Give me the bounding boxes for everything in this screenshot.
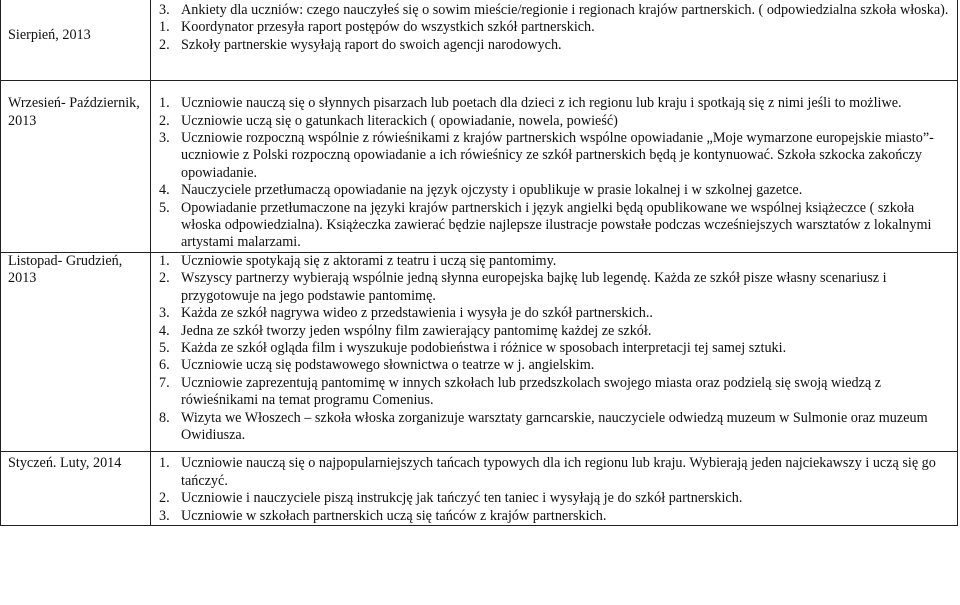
table-row	[1, 452, 958, 526]
list-item	[159, 37, 949, 54]
item-text: Uczniowie uczą się o gatunkach literackich ( opowiadanie, nowela, powieść)	[181, 112, 618, 129]
item-number: 5.	[159, 339, 170, 356]
item-number: 5.	[159, 199, 170, 216]
task-list	[159, 0, 949, 54]
tasks-cell	[151, 81, 958, 253]
list-item	[159, 305, 949, 322]
list-item	[159, 323, 949, 340]
item-number: 4.	[159, 322, 170, 339]
item-number: 6.	[159, 357, 170, 374]
item-text: Uczniowie rozpoczną wspólnie z rówieśnikami z krajów partnerskich wspólne opowiadanie „Moje wymarzone europejskie miasto”- uczniowie z Polski rozpoczną opowiadanie a ich rówieśnicy ze szkół partnerskich będą je kontynuować. Szkoła szkocka zakończy opowiadanie.	[181, 130, 934, 181]
item-number: 4.	[159, 182, 170, 199]
item-text: Jedna ze szkół tworzy jeden wspólny film zawierający pantomimę każdej ze szkół.	[181, 322, 652, 339]
item-text: Wizyta we Włoszech – szkoła włoska zorganizuje warsztaty garncarskie, nauczyciele odwiedzą muzeum w Sulmonie oraz muzeum Owidiusza.	[181, 409, 928, 443]
item-text: Koordynator przesyła raport postępów do wszystkich szkół partnerskich.	[181, 19, 595, 36]
tasks-cell	[151, 0, 958, 81]
item-number: 3.	[159, 507, 170, 524]
list-item	[159, 182, 949, 199]
item-number: 3.	[159, 130, 170, 147]
item-text: Uczniowie uczą się podstawowego słownictwa o teatrze w j. angielskim.	[181, 357, 595, 374]
item-number: 1.	[159, 252, 170, 269]
period-label: Styczeń. Luty, 2014	[8, 455, 122, 472]
item-number: 2.	[159, 490, 170, 507]
list-item	[159, 200, 949, 252]
item-text: Każda ze szkół ogląda film i wyszukuje podobieństwa i różnice w sposobach interpretacji tej samej sztuki.	[181, 339, 787, 356]
list-item	[159, 340, 949, 357]
item-text: Każda ze szkół nagrywa wideo z przedstawienia i wysyła je do szkół partnerskich..	[181, 305, 653, 322]
table-row	[1, 252, 958, 451]
task-list	[159, 95, 949, 252]
item-text: Ankiety dla uczniów: czego nauczyłeś się o sowim mieście/regionie i regionach krajów partnerskich. ( odpowiedzialna szkoła włoska).	[181, 2, 949, 18]
tasks-cell	[151, 252, 958, 451]
item-number: 1.	[159, 455, 170, 472]
list-item	[159, 2, 949, 19]
item-text: Uczniowie nauczą się o najpopularniejszych tańcach typowych dla ich regionu lub kraju. Wybierają jeden najciekawszy i uczą się go tańczyć.	[181, 455, 936, 489]
list-item	[159, 95, 949, 112]
period-cell	[1, 81, 151, 253]
list-item	[159, 253, 949, 270]
item-number: 1.	[159, 95, 170, 112]
item-number: 7.	[159, 374, 170, 391]
item-number: 8.	[159, 409, 170, 426]
period-cell	[1, 252, 151, 451]
item-number: 3.	[159, 2, 170, 18]
list-item	[159, 410, 949, 445]
list-item	[159, 130, 949, 182]
item-number: 2.	[159, 270, 170, 287]
tasks-cell	[151, 452, 958, 526]
item-text: Uczniowie i nauczyciele piszą instrukcję jak tańczyć ten taniec i wysyłają je do szkół partnerskich.	[181, 490, 743, 507]
list-item	[159, 375, 949, 410]
item-text: Uczniowie spotykają się z aktorami z teatru i uczą się pantomimy.	[181, 252, 557, 269]
period-label: Listopad- Grudzień, 2013	[8, 252, 123, 287]
list-item	[159, 357, 949, 374]
task-list	[159, 253, 949, 444]
task-list	[159, 455, 949, 525]
item-text: Uczniowie zaprezentują pantomimę w innych szkołach lub przedszkolach swojego miasta oraz podzielą się swoją wiedzą z rówieśnikami na temat programu Comenius.	[181, 374, 882, 409]
item-number: 1.	[159, 19, 170, 36]
table-row	[1, 0, 958, 81]
list-item	[159, 19, 949, 36]
list-item	[159, 270, 949, 305]
item-text: Opowiadanie przetłumaczone na języki krajów partnerskich i język angielki będą opublikowane we wspólnej książeczce ( szkoła włoska odpowiedzialna). Książeczka zawierać będzie najlepsze ilustracje powstałe podczas wcześniejszych warsztatów z lokalnymi artystami malarzami.	[181, 199, 932, 251]
period-label: Sierpień, 2013	[8, 27, 91, 43]
period-label: Wrzesień- Październik, 2013	[8, 95, 140, 129]
list-item	[159, 508, 949, 525]
item-text: Wszyscy partnerzy wybierają wspólnie jedną słynna europejska bajkę lub legendę. Każda ze szkół pisze własny scenariusz i przygotowuje na jego podstawie pantomimę.	[181, 270, 887, 304]
list-item	[159, 490, 949, 507]
item-number: 2.	[159, 36, 170, 53]
list-item	[159, 455, 949, 490]
item-text: Uczniowie w szkołach partnerskich uczą się tańców z krajów partnerskich.	[181, 507, 607, 524]
item-text: Uczniowie nauczą się o słynnych pisarzach lub poetach dla dzieci z ich regionu lub kraju i spotkają się z nimi jeśli to możliwe.	[181, 95, 902, 112]
item-number: 3.	[159, 305, 170, 322]
item-text: Szkoły partnerskie wysyłają raport do swoich agencji narodowych.	[181, 36, 562, 53]
period-cell	[1, 452, 151, 526]
table-row	[1, 81, 958, 253]
list-item	[159, 113, 949, 130]
item-number: 2.	[159, 112, 170, 129]
period-cell	[1, 0, 151, 81]
item-text: Nauczyciele przetłumaczą opowiadanie na język ojczysty i opublikuje w prasie lokalnej i w szkolnej gazetce.	[181, 182, 803, 199]
